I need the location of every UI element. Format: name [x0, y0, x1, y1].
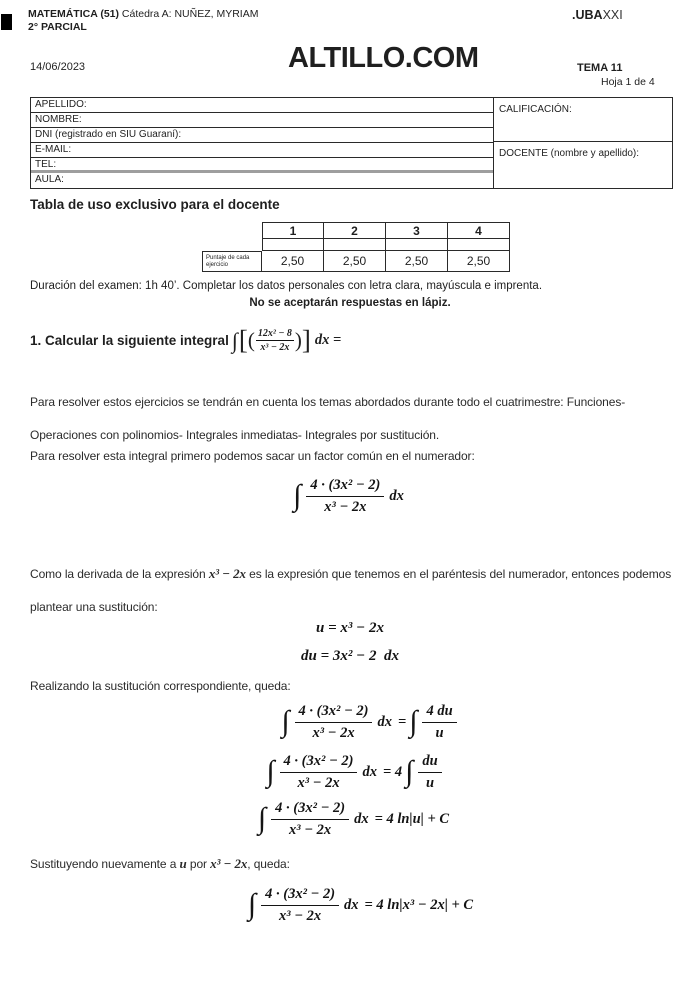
course-name: MATEMÁTICA (51) — [28, 8, 119, 20]
equals-sign: = — [397, 714, 407, 730]
result-term: = 4 ln|x³ − 2x| + C — [364, 897, 474, 913]
score-row-label: Puntaje de cada ejercicio — [202, 251, 262, 272]
integral-sign: ∫ — [247, 887, 257, 921]
form-row-tel: TEL: — [31, 158, 493, 173]
integral-sign: ∫ — [409, 704, 418, 738]
equals-four: = 4 — [382, 764, 403, 780]
form-row-apellido: APELLIDO: — [31, 98, 493, 113]
tema-label: TEMA 11 — [577, 62, 623, 74]
fraction-numerator: 4 · (3x² − 2) — [271, 800, 349, 820]
fraction-denominator: x³ − 2x — [324, 499, 367, 515]
inline-math-x3-2x: x³ − 2x — [210, 856, 248, 871]
integral-sign: ∫ — [266, 754, 275, 788]
equation-factored — [0, 477, 700, 516]
altillo-watermark: ALTILLO.COM — [288, 42, 479, 74]
paragraph-topics: Para resolver estos ejercicios se tendrán en cuenta los temas abordados durante todo el cuatrimestre: Funciones- Operaciones con polinomios- Integrales inmediatas- Integrales por sustitución. — [30, 395, 626, 442]
dx-term: dx — [377, 714, 392, 730]
open-bracket: [ — [238, 325, 248, 355]
score-col-2: 2 — [324, 222, 386, 239]
integral-sign: ∫ — [293, 478, 302, 512]
exam-type: 2° PARCIAL — [28, 21, 87, 33]
substitution-u-line: u = x³ − 2x — [316, 620, 384, 636]
close-paren: ) — [294, 328, 302, 352]
score-col-1: 1 — [262, 222, 324, 239]
score-table — [202, 222, 510, 272]
student-info-table — [30, 97, 673, 189]
dx-term: dx — [389, 488, 404, 504]
fraction-numerator: du — [418, 753, 441, 773]
text-segment: Sustituyendo nuevamente a — [30, 857, 180, 871]
text-segment: , queda: — [247, 857, 290, 871]
result-term: = 4 ln|u| + C — [374, 811, 450, 827]
course-catedra: Cátedra A: NUÑEZ, MYRIAM — [119, 8, 259, 20]
corner-logo-square — [1, 14, 12, 30]
fraction-denominator: x³ − 2x — [289, 822, 332, 838]
integral-sign: ∫ — [231, 327, 238, 353]
fraction-denominator: x³ − 2x — [312, 725, 355, 741]
exam-date: 14/06/2023 — [30, 61, 86, 73]
score-value-2: 2,50 — [324, 251, 386, 272]
fraction — [271, 800, 349, 839]
grading-column — [494, 97, 673, 189]
score-empty-cell — [262, 239, 324, 251]
fraction — [295, 703, 373, 742]
fraction — [422, 703, 456, 742]
fraction-numerator: 4 · (3x² − 2) — [280, 753, 358, 773]
text-segment: Como la derivada de la expresión — [30, 567, 209, 581]
equation-substituted — [20, 703, 700, 742]
fraction-numerator: 4 du — [422, 703, 456, 723]
score-empty-cell — [448, 239, 510, 251]
fraction — [261, 886, 339, 925]
substitution-du-line: du = 3x² − 2 dx — [301, 648, 399, 664]
dx-equals: dx = — [314, 332, 342, 348]
fraction-denominator: x³ − 2x — [297, 775, 340, 791]
sheet-number: Hoja 1 de 4 — [601, 76, 655, 88]
integral-sign: ∫ — [281, 704, 290, 738]
uba-logo-text: .UBA — [572, 8, 603, 22]
score-empty-cell — [386, 239, 448, 251]
form-row-dni: DNI (registrado en SIU Guaraní): — [31, 128, 493, 143]
dx-term: dx — [344, 897, 359, 913]
paragraph-factor: Para resolver esta integral primero podemos sacar un factor común en el numerador: — [30, 449, 475, 463]
fraction-numerator: 12x² − 8 — [257, 328, 292, 339]
text-segment: es la expresión que tenemos en el paréntesis del numerador, entonces podemos plantear una sustitución: — [30, 567, 672, 614]
fraction-denominator: x³ − 2x — [279, 908, 322, 924]
fraction-denominator: u — [435, 725, 444, 741]
fraction — [280, 753, 358, 792]
fraction — [256, 328, 294, 353]
integral-sign: ∫ — [405, 754, 414, 788]
no-pencil-note: No se aceptarán respuestas en lápiz. — [249, 297, 451, 309]
form-row-email: E-MAIL: — [31, 143, 493, 158]
close-bracket: ] — [301, 325, 311, 355]
form-row-aula: AULA: — [35, 174, 64, 185]
integral-sign: ∫ — [257, 801, 267, 835]
fraction-numerator: 4 · (3x² − 2) — [295, 703, 373, 723]
exercise-title: 1. Calcular la siguiente integral — [30, 333, 229, 348]
score-col-3: 3 — [386, 222, 448, 239]
fraction-numerator: 4 · (3x² − 2) — [261, 886, 339, 906]
fraction-numerator: 4 · (3x² − 2) — [306, 477, 384, 497]
exercise-1-heading — [30, 327, 341, 354]
open-paren: ( — [247, 328, 255, 352]
score-value-1: 2,50 — [262, 251, 324, 272]
form-row-nombre: NOMBRE: — [31, 113, 493, 128]
score-value-4: 2,50 — [448, 251, 510, 272]
paragraph-back-substitute — [30, 856, 685, 872]
score-empty-cell — [324, 239, 386, 251]
score-blank-cell — [202, 222, 262, 239]
equation-final-result — [12, 886, 700, 925]
dx-term: dx — [362, 764, 377, 780]
fraction-denominator: u — [425, 775, 435, 791]
course-title — [28, 8, 258, 20]
score-col-4: 4 — [448, 222, 510, 239]
dx-term: dx — [354, 811, 369, 827]
duration-note: Duración del examen: 1h 40’. Completar los datos personales con letra clara, mayúscula e imprenta. — [30, 280, 543, 292]
equation-ln-u — [5, 800, 700, 839]
paragraph-substitute: Realizando la sustitución correspondiente, queda: — [30, 679, 291, 693]
equation-constant-out — [5, 753, 700, 792]
score-value-3: 2,50 — [386, 251, 448, 272]
score-table-title: Tabla de uso exclusivo para el docente — [30, 197, 280, 212]
fraction — [418, 753, 441, 792]
student-fields-column — [30, 97, 494, 189]
paragraph-derivative — [30, 557, 685, 624]
uba-xxi-logo — [572, 8, 623, 22]
xxi-logo-text: XXI — [602, 8, 623, 22]
score-blank-cell — [202, 239, 262, 251]
calificacion-cell: CALIFICACIÓN: — [494, 98, 672, 142]
inline-math-u: u — [179, 856, 187, 871]
fraction — [306, 477, 384, 516]
docente-cell: DOCENTE (nombre y apellido): — [499, 148, 640, 159]
fraction-denominator: x³ − 2x — [260, 342, 290, 353]
inline-math-x3-2x: x³ − 2x — [208, 566, 246, 581]
text-segment: por — [186, 857, 211, 871]
